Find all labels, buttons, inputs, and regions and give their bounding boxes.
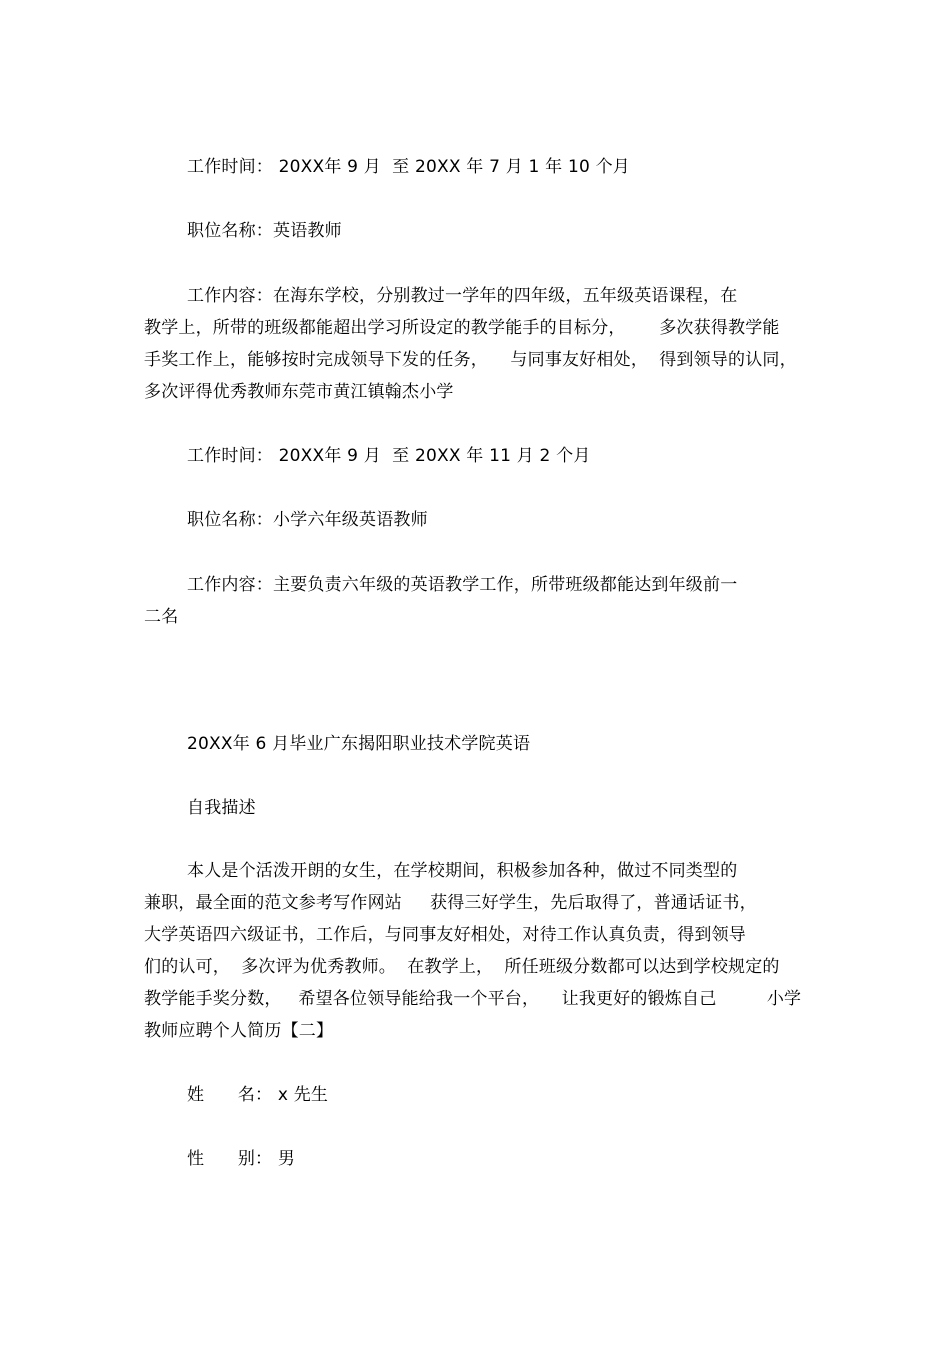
job1-content-line-2: 教学上，所带的班级都能超出学习所设定的教学能手的目标分， 多次获得教学能 [144, 318, 780, 338]
self-description-line-3: 大学英语四六级证书，工作后，与同事友好相处，对待工作认真负责，得到领导 [144, 925, 746, 945]
job2-content-line-2: 二名 [144, 607, 179, 627]
self-description-line-5: 教学能手奖分数， 希望各位领导能给我一个平台， 让我更好的锻炼自己 小学 [144, 989, 802, 1009]
self-description-heading: 自我描述 [187, 798, 256, 818]
self-description-line-6: 教师应聘个人简历【二】 [144, 1021, 334, 1041]
self-description-line-1: 本人是个活泼开朗的女生，在学校期间，积极参加各种，做过不同类型的 [187, 861, 738, 881]
name-field: 姓 名： x 先生 [187, 1085, 329, 1105]
job1-content-line-3: 手奖工作上，能够按时完成领导下发的任务， 与同事友好相处， 得到领导的认同， [144, 350, 797, 370]
job1-title: 职位名称：英语教师 [187, 221, 342, 241]
gender-field: 性 别： 男 [187, 1149, 296, 1169]
education-line: 20XX年 6 月毕业广东揭阳职业技术学院英语 [187, 734, 531, 754]
job2-time: 工作时间： 20XX年 9 月 至 20XX 年 11 月 2 个月 [187, 446, 591, 466]
job2-content-line-1: 工作内容：主要负责六年级的英语教学工作，所带班级都能达到年级前一 [187, 575, 738, 595]
job2-title: 职位名称：小学六年级英语教师 [187, 510, 428, 530]
job1-content-line-1: 工作内容：在海东学校，分别教过一学年的四年级，五年级英语课程，在 [187, 286, 738, 306]
job1-time: 工作时间： 20XX年 9 月 至 20XX 年 7 月 1 年 10 个月 [187, 157, 630, 177]
self-description-line-4: 们的认可， 多次评为优秀教师。 在教学上， 所任班级分数都可以达到学校规定的 [144, 957, 780, 977]
self-description-line-2: 兼职，最全面的范文参考写作网站 获得三好学生，先后取得了，普通话证书， [144, 893, 757, 913]
job1-content-line-4: 多次评得优秀教师东莞市黄江镇翰杰小学 [144, 382, 454, 402]
